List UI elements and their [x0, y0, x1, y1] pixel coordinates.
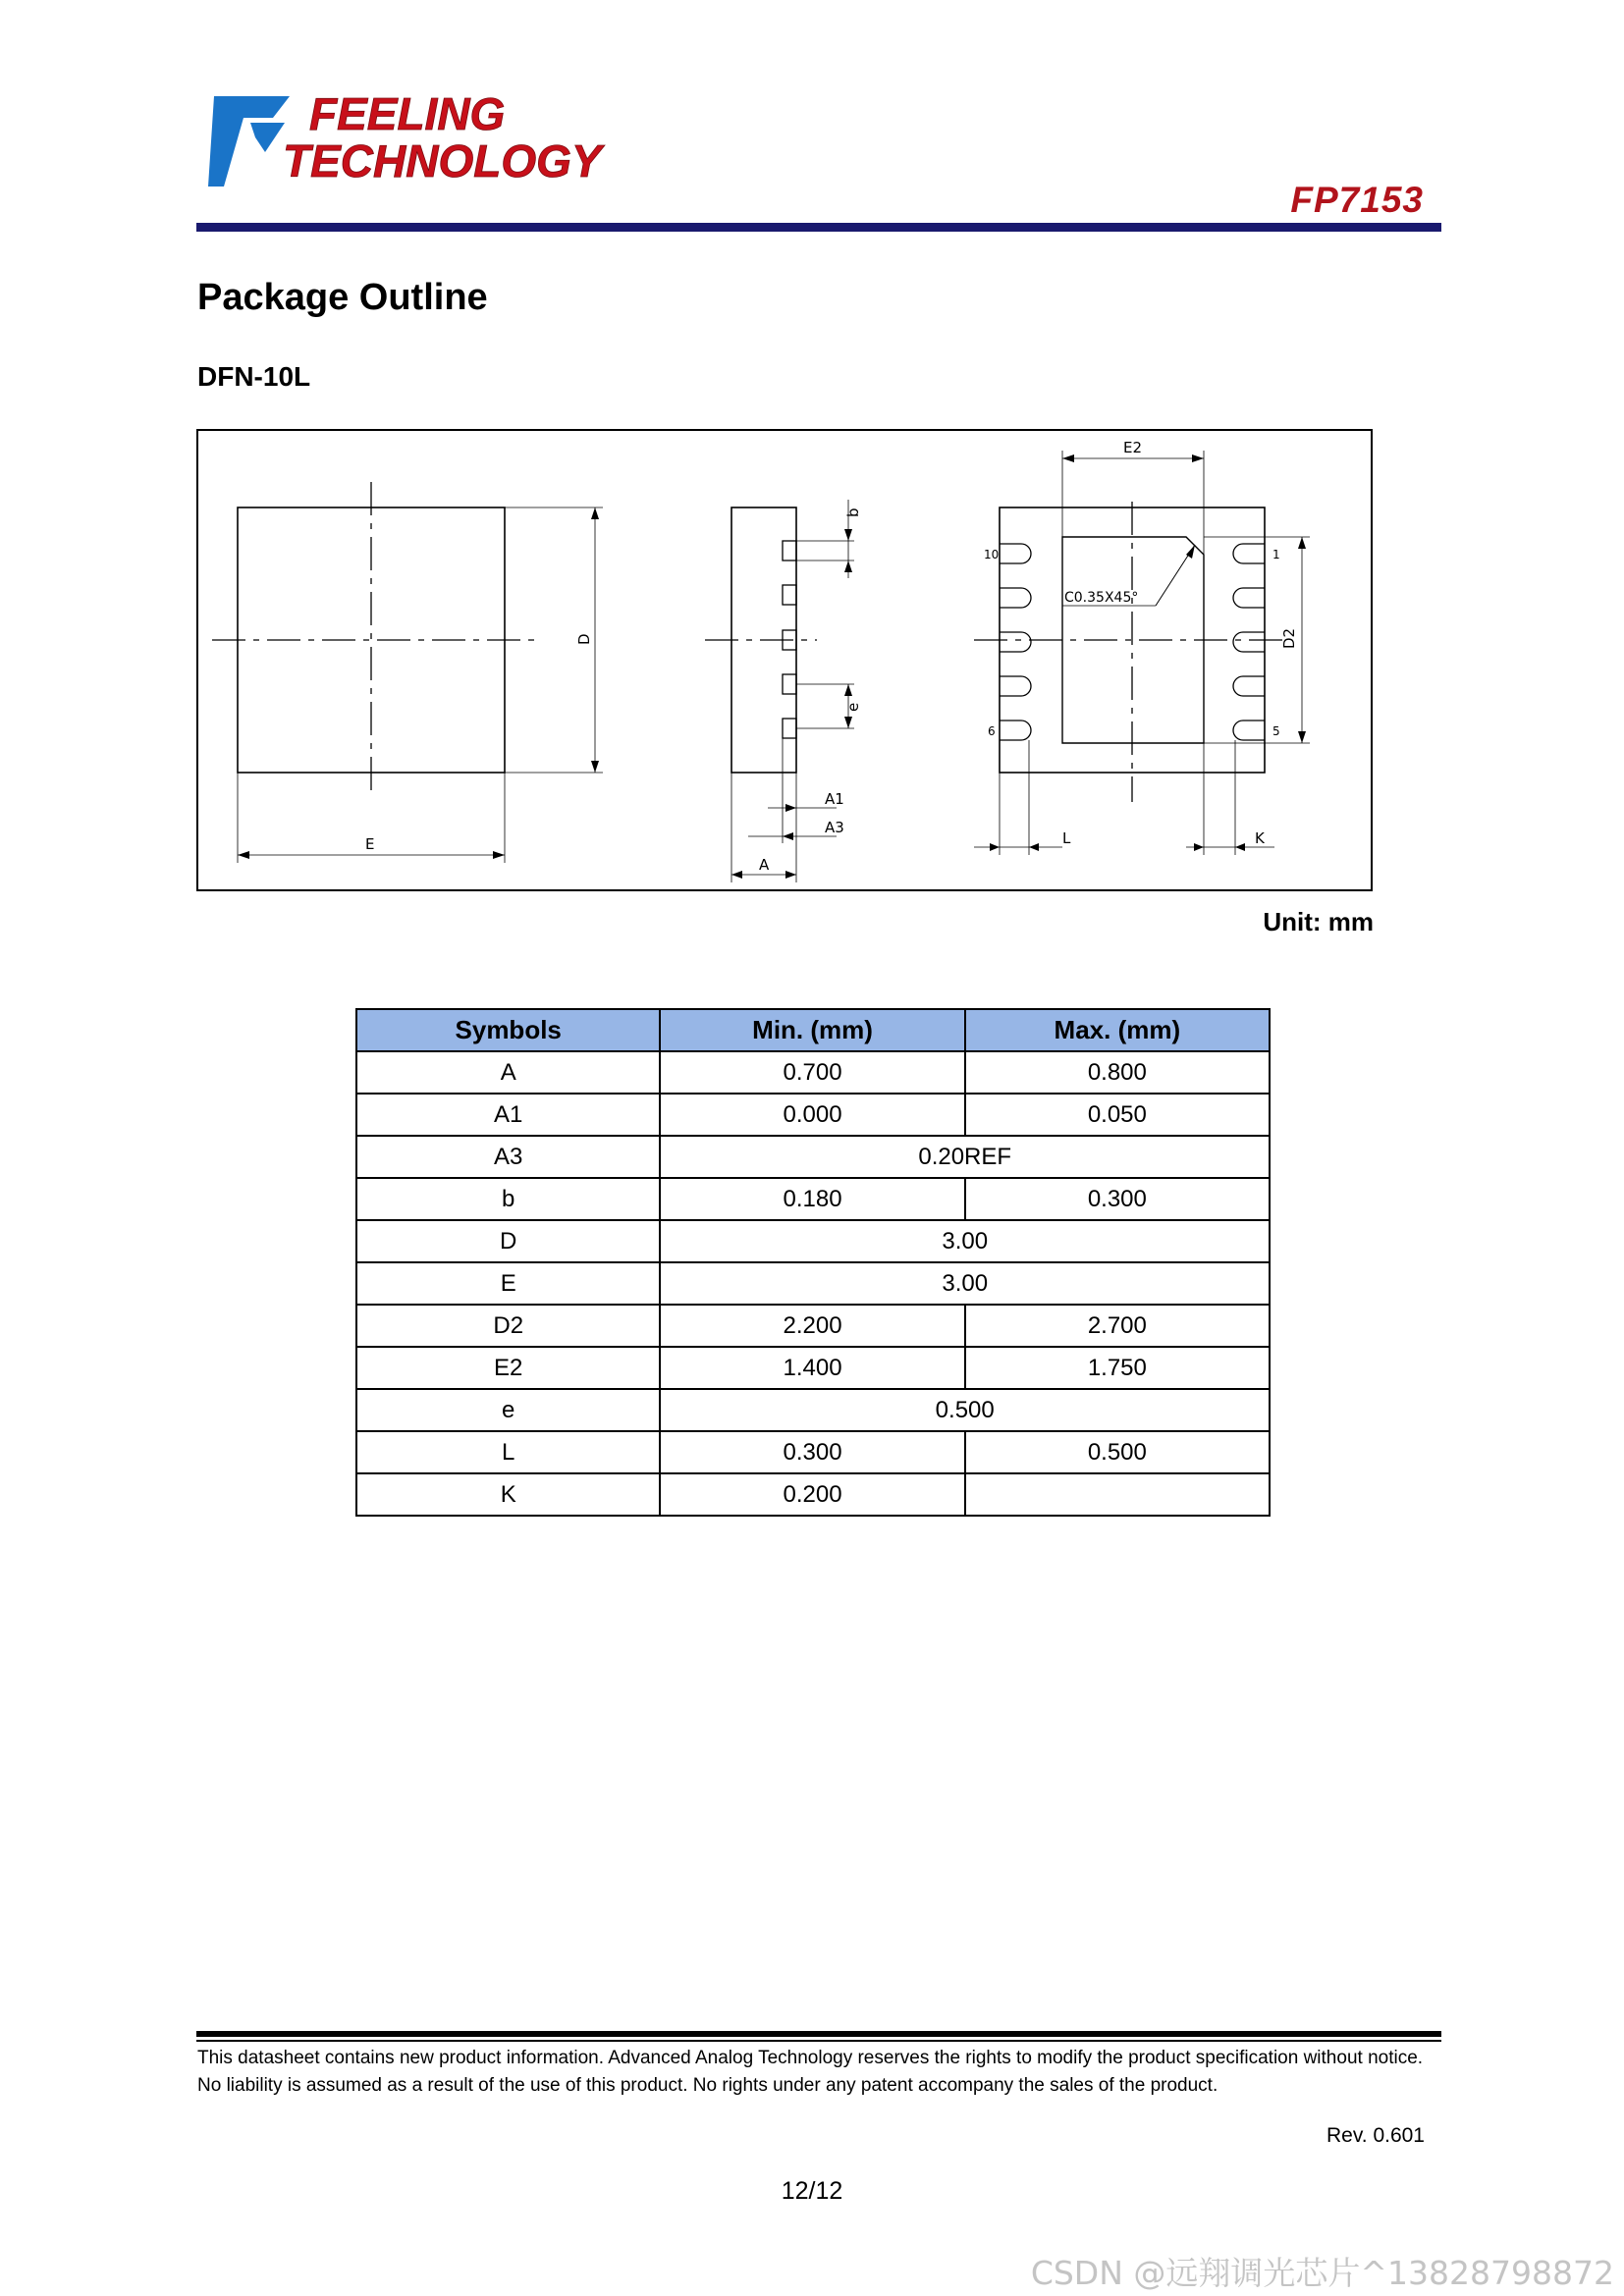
disclaimer: This datasheet contains new product information. Advanced Analog Technology reserves the rights to modify the product specification without notice. No liability is assumed as a result of the use of this product. No rights under any patent accompany the sales of the product. — [197, 2048, 1424, 2096]
page-number: 12/12 — [781, 2177, 843, 2205]
table-row — [356, 1178, 1270, 1220]
cell-max: 0.300 — [965, 1178, 1270, 1220]
label-A1: A1 — [825, 790, 844, 808]
cell-min: 0.000 — [660, 1094, 964, 1136]
cell-symbol: K — [356, 1473, 660, 1516]
cell-max: 2.700 — [965, 1305, 1270, 1347]
logo-mark-accent — [250, 123, 285, 152]
label-D2: D2 — [1280, 627, 1298, 649]
label-A: A — [759, 856, 770, 874]
cell-min: 0.300 — [660, 1431, 964, 1473]
table-row — [356, 1136, 1270, 1178]
label-L: L — [1062, 829, 1071, 847]
side-view — [705, 500, 862, 882]
feeling-technology-logo — [196, 79, 628, 196]
revision: Rev. 0.601 — [1326, 2124, 1425, 2147]
cell-max: 1.750 — [965, 1347, 1270, 1389]
table-header-row — [356, 1009, 1270, 1051]
cell-min: 0.200 — [660, 1473, 964, 1516]
part-number: FP7153 — [1290, 180, 1424, 220]
watermark: CSDN @远翔调光芯片^13828798872 — [1030, 2254, 1614, 2292]
pin-10-label: 10 — [984, 548, 1000, 561]
cell-span: 3.00 — [660, 1220, 1270, 1262]
cell-max: 0.500 — [965, 1431, 1270, 1473]
table-row — [356, 1473, 1270, 1516]
logo-line2: TECHNOLOGY — [283, 135, 602, 187]
bottom-view — [974, 439, 1310, 855]
header-min: Min. (mm) — [660, 1009, 964, 1051]
cell-span: 0.20REF — [660, 1136, 1270, 1178]
table-row — [356, 1431, 1270, 1473]
cell-symbol: E2 — [356, 1347, 660, 1389]
table-row — [356, 1094, 1270, 1136]
label-K: K — [1255, 829, 1265, 847]
header-symbols: Symbols — [356, 1009, 660, 1051]
cell-symbol: D — [356, 1220, 660, 1262]
cell-symbol: L — [356, 1431, 660, 1473]
package-name: DFN-10L — [197, 361, 311, 392]
table-row — [356, 1389, 1270, 1431]
label-A3: A3 — [825, 819, 844, 836]
cell-min: 0.700 — [660, 1051, 964, 1094]
table-row — [356, 1051, 1270, 1094]
cell-min: 1.400 — [660, 1347, 964, 1389]
cell-min: 0.180 — [660, 1178, 964, 1220]
cell-symbol: A — [356, 1051, 660, 1094]
cell-symbol: e — [356, 1389, 660, 1431]
header-rule — [196, 223, 1441, 232]
cell-span: 0.500 — [660, 1389, 1270, 1431]
table-row — [356, 1262, 1270, 1305]
unit-label: Unit: mm — [1263, 907, 1374, 936]
label-chamfer: C0.35X45° — [1064, 590, 1139, 606]
cell-symbol: D2 — [356, 1305, 660, 1347]
cell-min: 2.200 — [660, 1305, 964, 1347]
cell-symbol: b — [356, 1178, 660, 1220]
table-row — [356, 1220, 1270, 1262]
cell-symbol: A1 — [356, 1094, 660, 1136]
label-e: e — [844, 702, 862, 712]
logo-line1: FEELING — [309, 88, 506, 139]
cell-span: 3.00 — [660, 1262, 1270, 1305]
pin-1-label: 1 — [1272, 548, 1280, 561]
label-E2: E2 — [1123, 439, 1143, 456]
table-row — [356, 1305, 1270, 1347]
label-b: b — [844, 507, 862, 517]
cell-max — [965, 1473, 1270, 1516]
cell-max: 0.800 — [965, 1051, 1270, 1094]
cell-symbol: A3 — [356, 1136, 660, 1178]
header-max: Max. (mm) — [965, 1009, 1270, 1051]
page-title: Package Outline — [197, 277, 488, 318]
logo-mark — [208, 96, 290, 187]
top-view — [212, 482, 603, 863]
cell-symbol: E — [356, 1262, 660, 1305]
dimension-table — [355, 1008, 1271, 1517]
package-drawing-svg — [198, 431, 1371, 889]
label-E: E — [365, 835, 375, 853]
cell-max: 0.050 — [965, 1094, 1270, 1136]
table-row — [356, 1347, 1270, 1389]
label-D: D — [575, 633, 593, 645]
pin-5-label: 5 — [1272, 724, 1280, 738]
package-drawing — [196, 429, 1373, 891]
footer-rule — [196, 2031, 1441, 2037]
footer-rule-thin — [196, 2040, 1441, 2042]
pin-6-label: 6 — [988, 724, 996, 738]
